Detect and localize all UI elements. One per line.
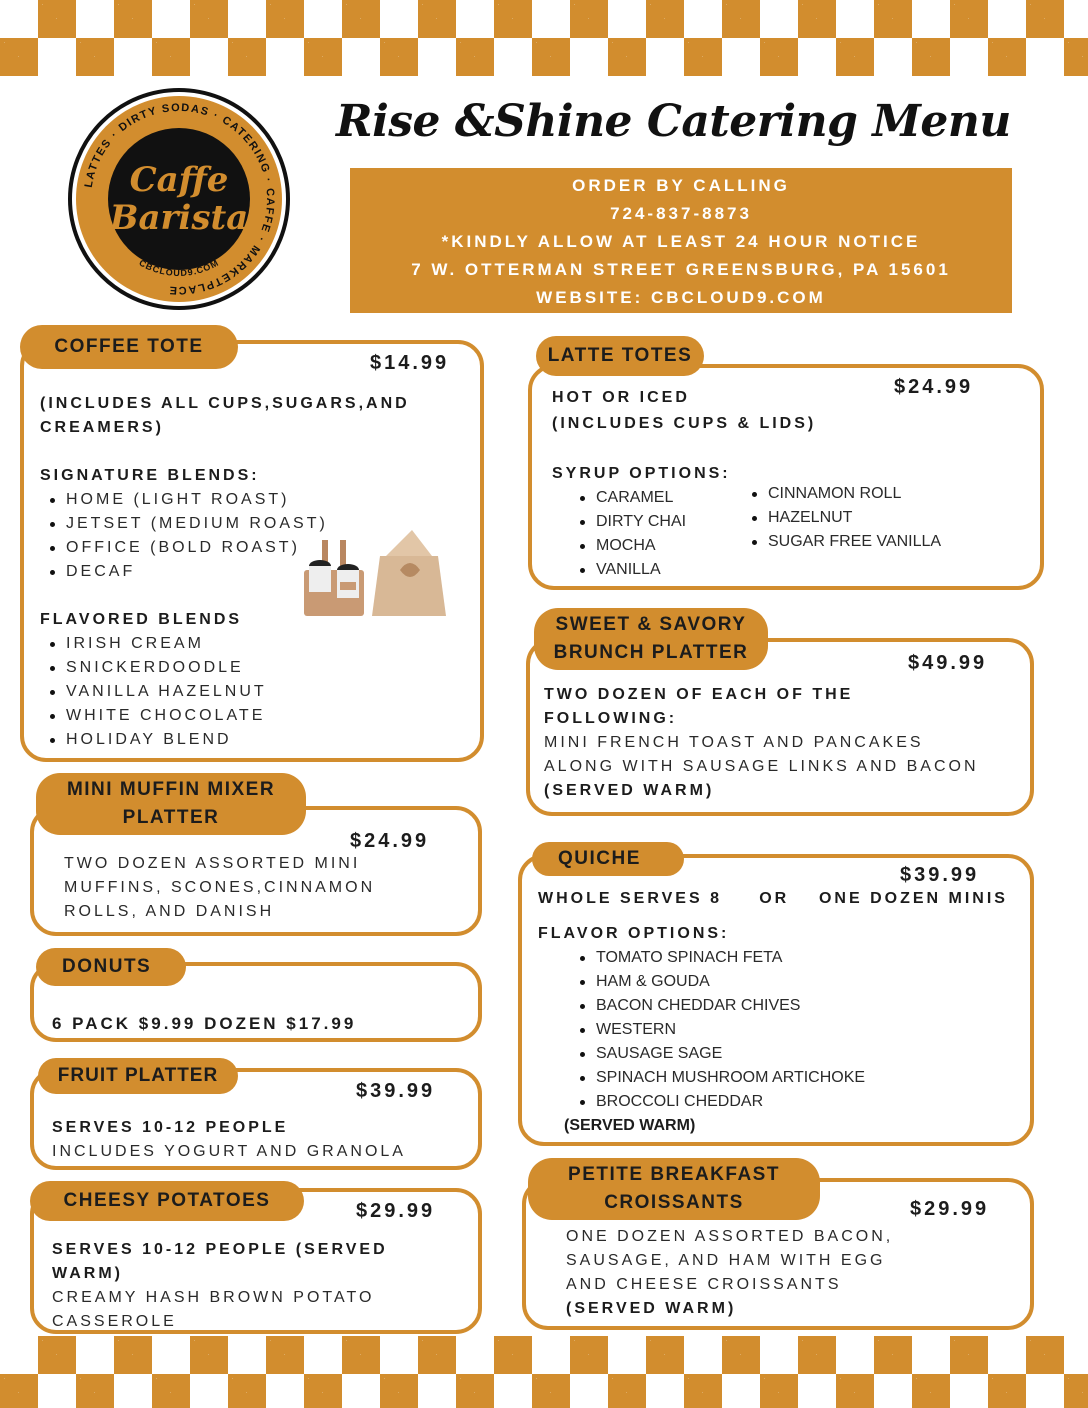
list-item: IRISH CREAM — [48, 632, 267, 656]
latte-totes-tab: LATTE TOTES — [536, 336, 704, 376]
brunch-desc-4: ALONG WITH SAUSAGE LINKS AND BACON — [544, 758, 979, 775]
logo-ring-text — [72, 92, 286, 306]
croissants-tab-line2: CROISSANTS — [604, 1192, 744, 1213]
brunch-desc-3: MINI FRENCH TOAST AND PANCAKES — [544, 734, 924, 751]
croissants-desc-1: ONE DOZEN ASSORTED BACON, — [566, 1228, 894, 1245]
list-item: MOCHA — [574, 534, 686, 558]
list-item: CINNAMON ROLL — [746, 482, 941, 506]
list-item: JETSET (MEDIUM ROAST) — [48, 512, 328, 536]
cheesy-potatoes-price: $29.99 — [356, 1200, 436, 1222]
list-item: SPINACH MUSHROOM ARTICHOKE — [574, 1066, 865, 1090]
coffee-tote-includes-2: CREAMERS) — [40, 419, 164, 436]
potatoes-desc-1: CREAMY HASH BROWN POTATO — [52, 1289, 375, 1306]
cheesy-potatoes-tab: CHEESY POTATOES — [30, 1181, 304, 1221]
list-item: SAUSAGE SAGE — [574, 1042, 865, 1066]
croissants-tab-line1: PETITE BREAKFAST — [568, 1164, 780, 1185]
brunch-platter-price: $49.99 — [908, 652, 988, 674]
list-item: SUGAR FREE VANILLA — [746, 530, 941, 554]
croissants-desc-3: AND CHEESE CROISSANTS — [566, 1276, 842, 1293]
brunch-tab-line1: SWEET & SAVORY — [555, 614, 747, 635]
list-item: VANILLA HAZELNUT — [48, 680, 267, 704]
flavor-options-heading: FLAVOR OPTIONS: — [538, 925, 730, 942]
checker-border-bottom — [0, 1336, 1088, 1408]
quiche-sizes: WHOLE SERVES 8 OR ONE DOZEN MINIS — [538, 890, 1008, 907]
list-item: BROCCOLI CHEDDAR — [574, 1090, 865, 1114]
logo-name-line1: Caffe — [129, 160, 229, 200]
signature-blends-heading: SIGNATURE BLENDS: — [40, 467, 260, 484]
coffee-carrier-icon — [300, 526, 450, 626]
coffee-tote-includes-1: (INCLUDES ALL CUPS,SUGARS,AND — [40, 395, 410, 412]
donuts-prices: 6 PACK $9.99 DOZEN $17.99 — [52, 1014, 357, 1033]
brunch-served: (SERVED WARM) — [544, 782, 715, 799]
croissants-tab — [528, 1158, 820, 1220]
logo-url: CBCLOUD9.COM — [137, 257, 221, 279]
muffin-platter-tab — [36, 773, 306, 835]
order-line: ORDER BY CALLING — [572, 176, 790, 195]
latte-hot-iced: HOT OR ICED — [552, 389, 690, 406]
potatoes-serves-1: SERVES 10-12 PEOPLE (SERVED — [52, 1241, 388, 1258]
list-item: HAM & GOUDA — [574, 970, 865, 994]
checker-border-top — [0, 0, 1088, 76]
page-title: Rise &Shine Catering Menu — [336, 96, 1011, 147]
logo-name-line2: Barista — [109, 198, 249, 238]
muffin-desc-1: TWO DOZEN ASSORTED MINI — [64, 855, 361, 872]
coffee-tote-price: $14.99 — [370, 352, 450, 374]
list-item: TOMATO SPINACH FETA — [574, 946, 865, 970]
fruit-includes: INCLUDES YOGURT AND GRANOLA — [52, 1143, 406, 1160]
croissants-desc-2: SAUSAGE, AND HAM WITH EGG — [566, 1252, 886, 1269]
quiche-served: (SERVED WARM) — [564, 1117, 696, 1134]
brunch-tab-line2: BRUNCH PLATTER — [553, 642, 749, 663]
list-item: HAZELNUT — [746, 506, 941, 530]
fruit-platter-tab: FRUIT PLATTER — [38, 1058, 238, 1094]
flavored-blends-heading: FLAVORED BLENDS — [40, 611, 243, 628]
quiche-price: $39.99 — [900, 864, 980, 886]
muffin-tab-line2: PLATTER — [122, 807, 220, 828]
svg-text:LATTES · DIRTY SODAS · CATERIN — [83, 102, 276, 296]
brunch-desc-1: TWO DOZEN OF EACH OF THE — [544, 686, 854, 703]
fruit-platter-price: $39.99 — [356, 1080, 436, 1102]
potatoes-serves-2: WARM) — [52, 1265, 123, 1282]
list-item: CARAMEL — [574, 486, 686, 510]
croissants-price: $29.99 — [910, 1198, 990, 1220]
logo-ring-words: LATTES · DIRTY SODAS · CATERING · CAFFE · MARKETPLACE — [82, 101, 277, 297]
list-item: OFFICE (BOLD ROAST) — [48, 536, 328, 560]
brunch-platter-tab — [534, 608, 768, 670]
muffin-platter-price: $24.99 — [350, 830, 430, 852]
muffin-tab-line1: MINI MUFFIN MIXER — [66, 779, 276, 800]
order-info-banner — [350, 168, 1012, 313]
donuts-tab: DONUTS — [36, 948, 186, 986]
brunch-desc-2: FOLLOWING: — [544, 710, 678, 727]
syrup-list-col2 — [746, 482, 941, 554]
syrup-list-col1 — [574, 486, 686, 582]
list-item: BACON CHEDDAR CHIVES — [574, 994, 865, 1018]
potatoes-desc-2: CASSEROLE — [52, 1313, 177, 1330]
order-website: WEBSITE: CBCLOUD9.COM — [536, 288, 826, 307]
svg-text:CBCLOUD9.COM — [137, 257, 220, 278]
flavored-blends-list — [48, 632, 267, 752]
latte-includes: (INCLUDES CUPS & LIDS) — [552, 415, 817, 432]
list-item: WESTERN — [574, 1018, 865, 1042]
list-item: DIRTY CHAI — [574, 510, 686, 534]
quiche-flavor-list — [574, 946, 865, 1114]
syrup-options-heading: SYRUP OPTIONS: — [552, 465, 731, 482]
latte-totes-price: $24.99 — [894, 376, 974, 398]
fruit-serves: SERVES 10-12 PEOPLE — [52, 1119, 289, 1136]
coffee-tote-tab: COFFEE TOTE — [20, 325, 238, 369]
list-item: SNICKERDOODLE — [48, 656, 267, 680]
order-notice: *KINDLY ALLOW AT LEAST 24 HOUR NOTICE — [441, 232, 921, 251]
muffin-desc-3: ROLLS, AND DANISH — [64, 903, 275, 920]
quiche-tab: QUICHE — [532, 842, 684, 876]
list-item: DECAF — [48, 560, 328, 584]
signature-blends-list — [48, 488, 328, 584]
muffin-desc-2: MUFFINS, SCONES,CINNAMON — [64, 879, 376, 896]
croissants-served: (SERVED WARM) — [566, 1300, 737, 1317]
order-address: 7 W. OTTERMAN STREET GREENSBURG, PA 15601 — [411, 260, 951, 279]
order-phone: 724-837-8873 — [610, 204, 752, 223]
list-item: WHITE CHOCOLATE — [48, 704, 267, 728]
list-item: VANILLA — [574, 558, 686, 582]
list-item: HOLIDAY BLEND — [48, 728, 267, 752]
caffe-barista-logo — [68, 88, 290, 310]
list-item: HOME (LIGHT ROAST) — [48, 488, 328, 512]
